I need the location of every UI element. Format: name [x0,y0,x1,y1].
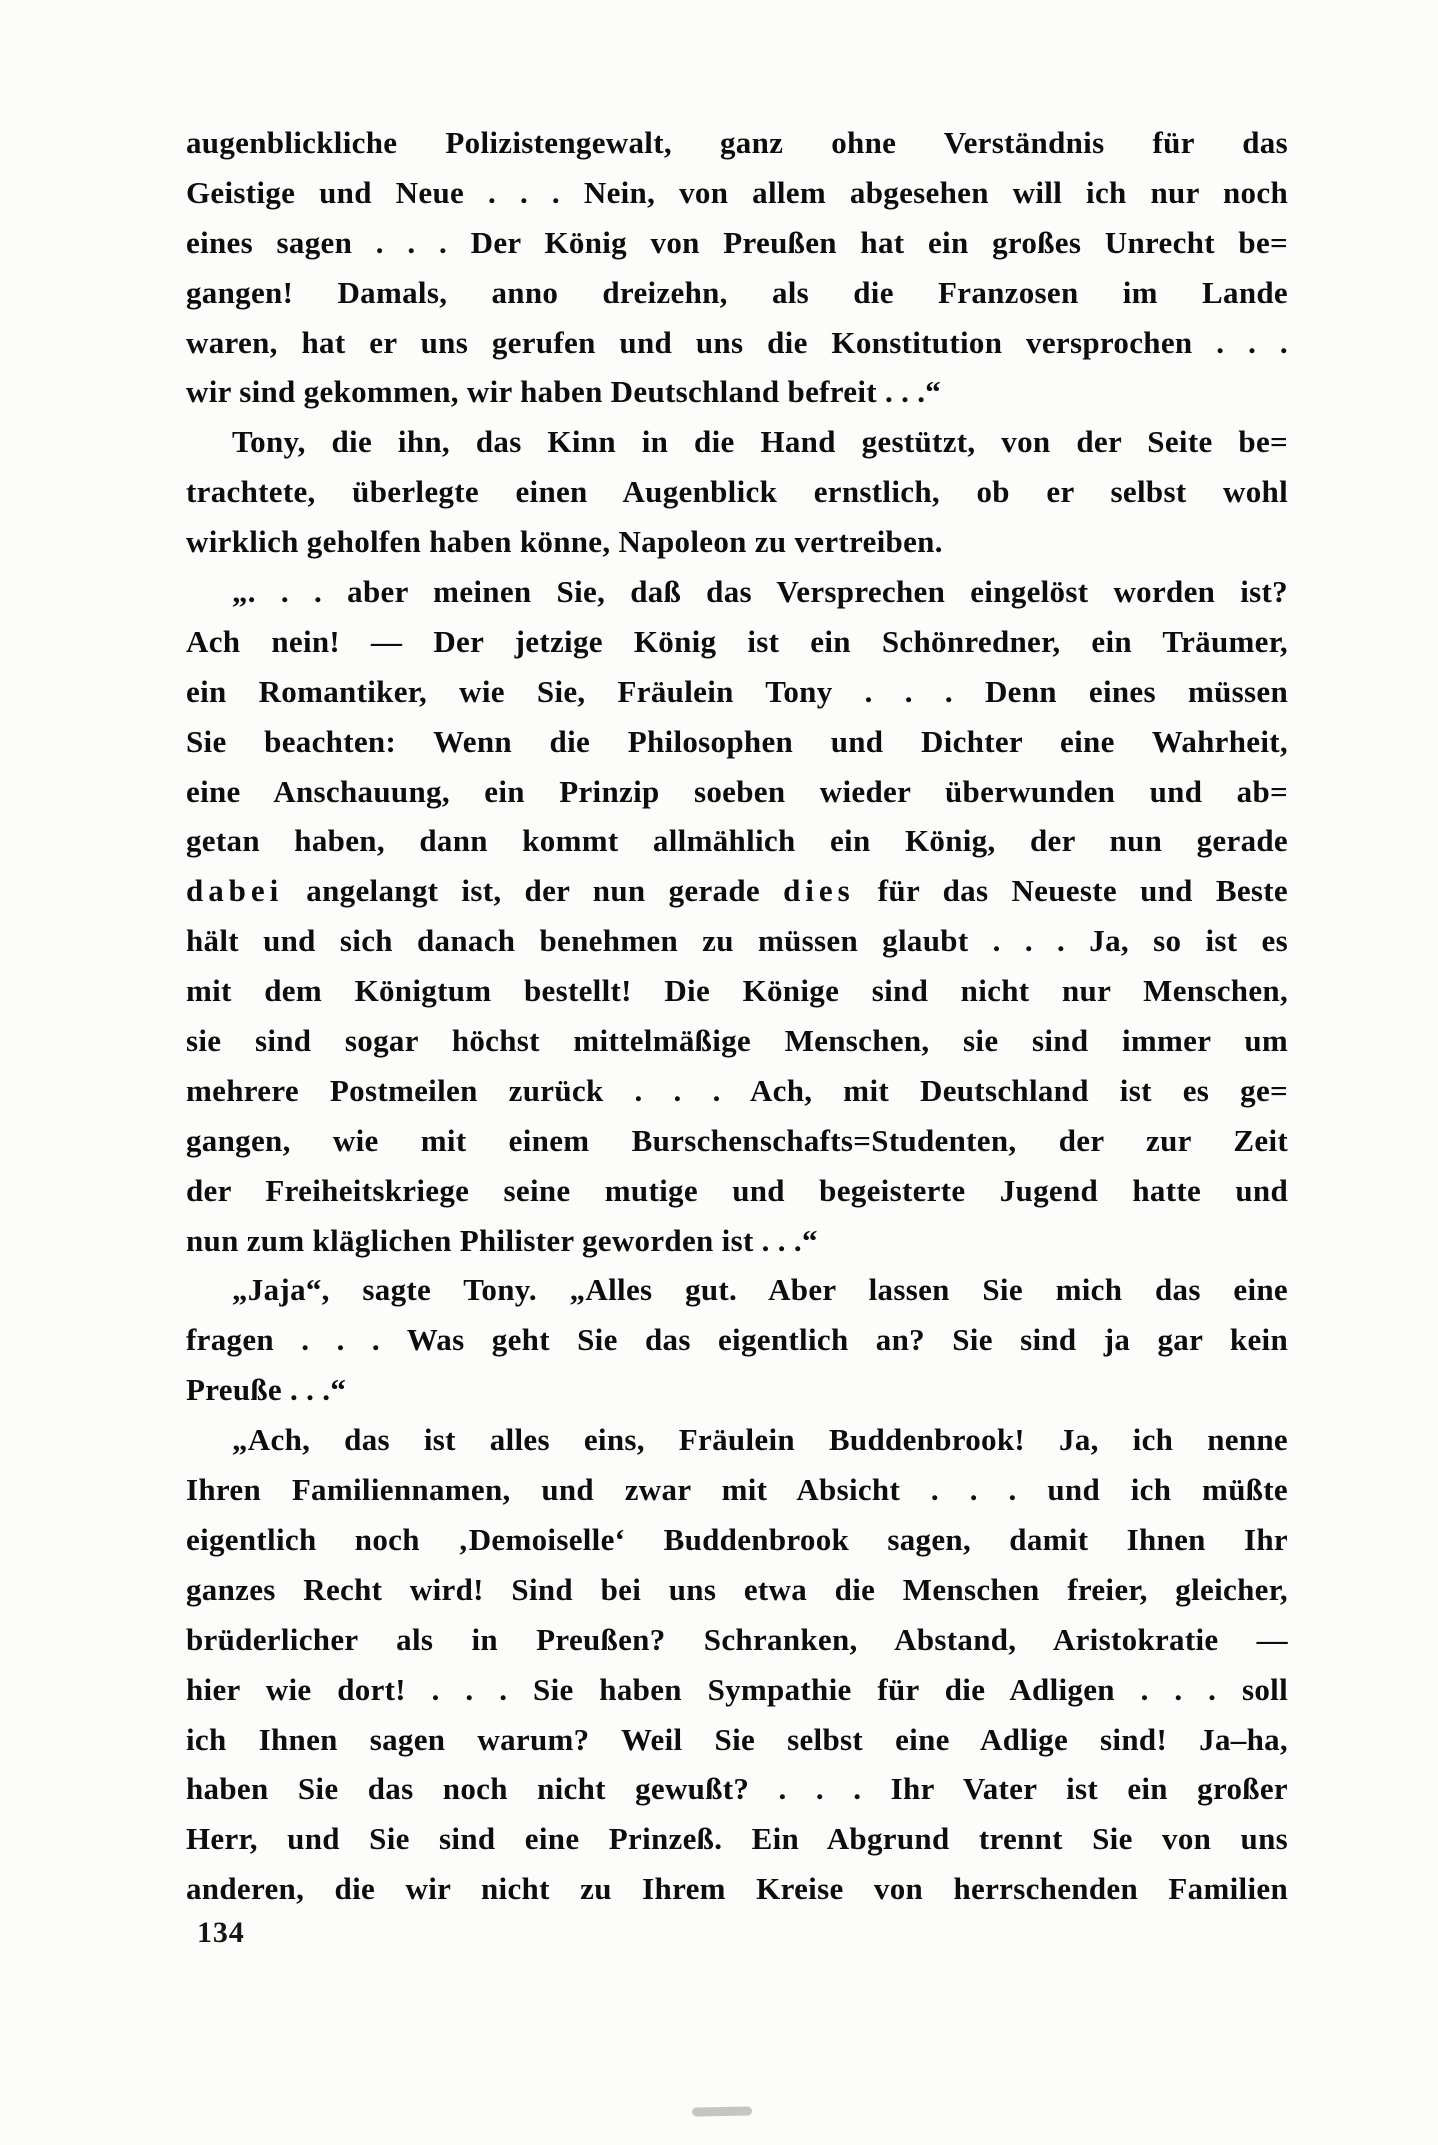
text-segment: wir sind gekommen, wir haben Deutschland befreit . . .“ [186,374,942,410]
emphasized-text: dabei [186,873,284,909]
text-line [186,966,1288,1016]
text-segment: wirklich geholfen haben könne, Napoleon zu vertreiben. [186,524,943,560]
text-line [186,1715,1288,1765]
ink-smudge [692,2106,752,2116]
text-line [186,1265,1288,1315]
text-segment: Sie beachten: Wenn die Philosophen und Dichter eine Wahrheit, [186,723,1288,759]
text-line [186,1515,1288,1565]
text-line [186,1315,1288,1365]
text-line [186,1216,1288,1266]
text-segment: nun zum kläglichen Philister geworden ist . . .“ [186,1222,818,1258]
text-segment: sie sind sogar höchst mittelmäßige Menschen, sie sind immer um [186,1023,1288,1059]
emphasized-text: dies [783,873,855,909]
text-segment: eigentlich noch ‚Demoiselle‘ Buddenbrook sagen, damit Ihnen Ihr [186,1521,1288,1557]
text-line [186,1166,1288,1216]
text-segment: der Freiheitskriege seine mutige und begeisterte Jugend hatte und [186,1172,1288,1208]
text-line [186,1864,1288,1914]
page-number: 134 [197,1916,245,1949]
text-segment: Ach nein! — Der jetzige König ist ein Schönredner, ein Träumer, [186,623,1288,659]
text-line [186,567,1288,617]
text-segment: gangen! Damals, anno dreizehn, als die Franzosen im Lande [186,274,1288,310]
text-segment: fragen . . . Was geht Sie das eigentlich an? Sie sind ja gar kein [186,1322,1288,1358]
text-line [186,517,1288,567]
text-segment: gangen, wie mit einem Burschenschafts=Studenten, der zur Zeit [186,1122,1288,1158]
text-line [186,118,1288,168]
text-line [186,1066,1288,1116]
text-line [186,417,1288,467]
text-block [186,118,1288,1914]
text-segment: waren, hat er uns gerufen und uns die Konstitution versprochen . . . [186,324,1288,360]
text-line [186,467,1288,517]
text-line [186,1465,1288,1515]
text-line [186,717,1288,767]
text-segment: Preuße . . .“ [186,1372,347,1408]
text-line [186,1665,1288,1715]
text-line [186,318,1288,368]
text-line [186,367,1288,417]
text-segment: ein Romantiker, wie Sie, Fräulein Tony . . . Denn eines müssen [186,673,1288,709]
text-segment: getan haben, dann kommt allmählich ein König, der nun gerade [186,823,1288,859]
text-segment: haben Sie das noch nicht gewußt? . . . Ihr Vater ist ein großer [186,1771,1288,1807]
text-segment: ganzes Recht wird! Sind bei uns etwa die Menschen freier, gleicher, [186,1571,1288,1607]
text-line [186,916,1288,966]
text-line [186,218,1288,268]
text-line [186,866,1288,916]
text-line [186,617,1288,667]
text-segment: „. . . aber meinen Sie, daß das Versprechen eingelöst worden ist? [232,574,1288,610]
text-segment: eines sagen . . . Der König von Preußen hat ein großes Unrecht be= [186,224,1288,260]
text-segment: eine Anschauung, ein Prinzip soeben wieder überwunden und ab= [186,773,1288,809]
text-line [186,667,1288,717]
text-line [186,1615,1288,1665]
text-segment: brüderlicher als in Preußen? Schranken, Abstand, Aristokratie — [186,1621,1288,1657]
text-line [186,767,1288,817]
text-segment: angelangt ist, der nun gerade [283,873,784,909]
text-segment: hier wie dort! . . . Sie haben Sympathie für die Adligen . . . soll [186,1671,1288,1707]
text-line [186,268,1288,318]
text-segment: anderen, die wir nicht zu Ihrem Kreise von herrschenden Familien [186,1871,1288,1907]
text-segment: „Ach, das ist alles eins, Fräulein Buddenbrook! Ja, ich nenne [232,1422,1288,1458]
text-segment: mehrere Postmeilen zurück . . . Ach, mit Deutschland ist es ge= [186,1072,1288,1108]
text-segment: augenblickliche Polizistengewalt, ganz ohne Verständnis für das [186,125,1288,160]
text-line [186,1565,1288,1615]
text-segment: Herr, und Sie sind eine Prinzeß. Ein Abgrund trennt Sie von uns [186,1821,1288,1857]
text-segment: Geistige und Neue . . . Nein, von allem abgesehen will ich nur noch [186,174,1288,210]
text-segment: ich Ihnen sagen warum? Weil Sie selbst eine Adlige sind! Ja–ha, [186,1721,1288,1757]
text-segment: mit dem Königtum bestellt! Die Könige sind nicht nur Menschen, [186,973,1288,1009]
text-line [186,1365,1288,1415]
text-line [186,1814,1288,1864]
text-line [186,1016,1288,1066]
text-segment: „Jaja“, sagte Tony. „Alles gut. Aber lassen Sie mich das eine [232,1272,1288,1308]
text-line [186,168,1288,218]
text-line [186,816,1288,866]
text-segment: Ihren Familiennamen, und zwar mit Absicht . . . und ich müßte [186,1472,1288,1508]
text-line [186,1116,1288,1166]
text-line [186,1415,1288,1465]
text-segment: hält und sich danach benehmen zu müssen glaubt . . . Ja, so ist es [186,923,1288,959]
text-segment: trachtete, überlegte einen Augenblick ernstlich, ob er selbst wohl [186,474,1288,510]
text-segment: für das Neueste und Beste [854,873,1288,909]
text-line [186,1764,1288,1814]
text-segment: Tony, die ihn, das Kinn in die Hand gestützt, von der Seite be= [232,424,1288,460]
